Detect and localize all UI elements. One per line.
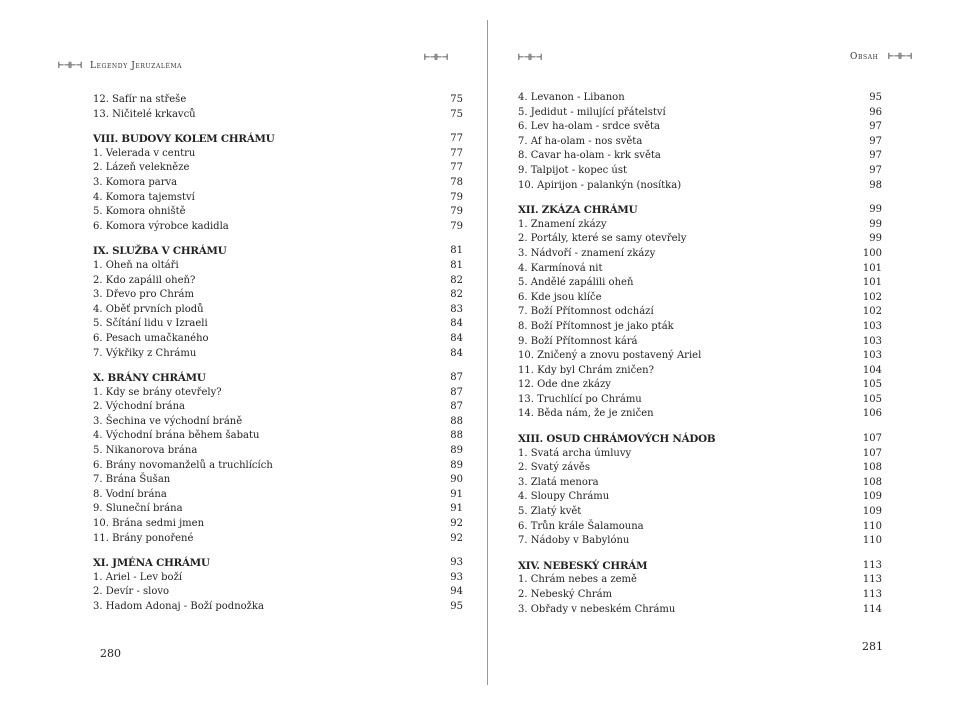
- toc-entry-page: 94: [450, 586, 463, 598]
- toc-entry-title: 7. Af ha-olam - nos světa: [518, 135, 643, 147]
- toc-entry-title: 2. Východní brána: [93, 401, 186, 413]
- section-spacer: [93, 122, 463, 132]
- page-number-left: 280: [100, 647, 121, 660]
- toc-entry-page: 75: [450, 94, 463, 105]
- toc-entry[interactable]: [93, 571, 463, 586]
- header-ornament-inner-left: ⊢⊣⊢⊣: [424, 52, 449, 63]
- toc-entry-title: XIII. OSUD CHRÁMOVÝCH NÁDOB: [518, 433, 716, 446]
- toc-entry-title: 1. Ariel - Lev boží: [93, 571, 183, 583]
- toc-entry[interactable]: [518, 179, 882, 194]
- toc-entry-page: 99: [869, 218, 882, 230]
- toc-entry-title: 3. Nádvoří - znamení zkázy: [518, 247, 656, 259]
- toc-entry-title: 1. Velerada v centru: [93, 147, 196, 159]
- toc-entry-title: 10. Brána sedmi jmen: [93, 518, 205, 530]
- toc-entry[interactable]: [93, 220, 463, 235]
- toc-entry[interactable]: [93, 288, 463, 303]
- toc-entry-page: 113: [862, 574, 882, 586]
- toc-entry[interactable]: [518, 588, 882, 603]
- toc-entry-title: 12. Safír na střeše: [93, 94, 187, 105]
- toc-section-heading[interactable]: [93, 244, 463, 259]
- toc-entry[interactable]: [518, 135, 882, 150]
- toc-entry-page: 103: [862, 320, 882, 332]
- toc-entry[interactable]: [93, 274, 463, 289]
- toc-entry[interactable]: [518, 349, 882, 364]
- toc-entry-title: 5. Zlatý květ: [518, 506, 582, 518]
- toc-entry-page: 107: [862, 447, 882, 459]
- toc-entry-title: 1. Znamení zkázy: [518, 218, 607, 230]
- toc-entry[interactable]: [93, 429, 463, 444]
- toc-entry[interactable]: [518, 534, 882, 549]
- toc-entry-page: 84: [450, 332, 463, 344]
- toc-entry-title: 11. Kdy byl Chrám zničen?: [518, 364, 654, 376]
- toc-entry-title: 4. Oběť prvních plodů: [93, 303, 204, 315]
- toc-entry[interactable]: [93, 161, 463, 176]
- toc-entry-page: 105: [862, 379, 882, 391]
- toc-entry-page: 77: [450, 162, 463, 174]
- toc-entry-title: 10. Zničený a znovu postavený Ariel: [518, 350, 702, 362]
- page-number-right: 281: [862, 640, 883, 653]
- running-header-right: Obsah: [850, 52, 879, 62]
- toc-entry-page: 98: [869, 179, 882, 191]
- toc-entry[interactable]: [93, 191, 463, 206]
- toc-entry-title: 2. Lázeň velekněze: [93, 162, 190, 174]
- toc-entry[interactable]: [518, 378, 882, 393]
- toc-entry-page: 114: [862, 603, 882, 615]
- toc-entry-title: 4. Karmínová nit: [518, 262, 603, 274]
- toc-entry-page: 87: [450, 372, 463, 384]
- toc-entry-page: 100: [862, 247, 882, 259]
- toc-entry-title: 7. Boží Přítomnost odchází: [518, 306, 654, 318]
- toc-entry[interactable]: [518, 218, 882, 233]
- toc-entry-page: 97: [869, 164, 882, 176]
- toc-entry-page: 104: [862, 364, 882, 376]
- toc-entry[interactable]: [93, 400, 463, 415]
- toc-entry-page: 106: [862, 408, 882, 420]
- toc-entry-title: 9. Boží Přítomnost kárá: [518, 335, 638, 347]
- toc-entry-page: 87: [450, 401, 463, 413]
- toc-entry-title: 4. Levanon - Libanon: [518, 92, 625, 103]
- toc-entry-title: 9. Talpijot - kopec úst: [518, 164, 628, 176]
- toc-entry[interactable]: [93, 93, 463, 108]
- toc-entry[interactable]: [518, 505, 882, 520]
- toc-entry-page: 109: [862, 506, 882, 518]
- right-page: [490, 0, 960, 702]
- toc-entry[interactable]: [518, 603, 882, 618]
- toc-entry-page: 99: [869, 233, 882, 245]
- toc-entry[interactable]: [518, 106, 882, 121]
- toc-entry-title: 3. Šechina ve východní bráně: [93, 415, 243, 427]
- toc-entry[interactable]: [93, 415, 463, 430]
- toc-entry-page: 81: [450, 259, 463, 271]
- toc-entry-page: 101: [862, 262, 882, 274]
- toc-entry-page: 77: [450, 147, 463, 159]
- toc-entry[interactable]: [518, 573, 882, 588]
- toc-entry-page: 97: [869, 121, 882, 133]
- toc-entry-page: 93: [450, 571, 463, 583]
- toc-entry-page: 91: [450, 488, 463, 500]
- toc-entry-title: 2. Nebeský Chrám: [518, 589, 613, 600]
- toc-entry[interactable]: [518, 335, 882, 350]
- toc-entry-title: 9. Sluneční brána: [93, 503, 183, 515]
- toc-entry-title: 2. Kdo zapálil oheň?: [93, 274, 196, 286]
- running-header-left: Legendy Jeruzaléma: [90, 61, 183, 71]
- toc-entry[interactable]: [93, 147, 463, 162]
- toc-entry-title: 2. Svatý závěs: [518, 462, 590, 474]
- header-ornament-left: ⊢⊣⊢⊣: [58, 60, 83, 71]
- toc-entry-page: 96: [869, 106, 882, 118]
- toc-entry-title: 13. Truchlící po Chrámu: [518, 393, 642, 405]
- toc-section-heading[interactable]: [93, 371, 463, 386]
- toc-entry[interactable]: [93, 459, 463, 474]
- toc-entry-page: 97: [869, 150, 882, 162]
- toc-entry-page: 84: [450, 318, 463, 330]
- toc-entry-title: 6. Komora výrobce kadidla: [93, 220, 229, 232]
- toc-entry-title: 5. Jedidut - milující přátelství: [518, 106, 666, 118]
- toc-entry[interactable]: [518, 305, 882, 320]
- toc-entry[interactable]: [518, 320, 882, 335]
- toc-entry-page: 79: [450, 220, 463, 232]
- section-spacer: [93, 234, 463, 244]
- toc-entry-title: 11. Brány ponořené: [93, 532, 194, 544]
- toc-entry-page: 75: [450, 108, 463, 120]
- toc-entry-title: 1. Svatá archa úmluvy: [518, 447, 632, 459]
- toc-entry[interactable]: [518, 164, 882, 179]
- toc-entry-title: 7. Brána Šušan: [93, 474, 171, 486]
- toc-entry-page: 89: [450, 459, 463, 471]
- toc-entry[interactable]: [93, 332, 463, 347]
- toc-entry[interactable]: [93, 386, 463, 401]
- toc-entry-page: 87: [450, 386, 463, 398]
- header-ornament-inner-right: ⊢⊣⊢⊣: [518, 52, 543, 63]
- toc-entry-page: 88: [450, 430, 463, 442]
- toc-entry-title: 3. Dřevo pro Chrám: [93, 289, 194, 301]
- toc-entry-page: 92: [450, 518, 463, 530]
- toc-entry-title: 1. Oheň na oltáři: [93, 259, 179, 271]
- toc-section-heading[interactable]: [93, 556, 463, 571]
- toc-entry-page: 81: [450, 245, 463, 257]
- toc-section-heading[interactable]: [518, 432, 882, 447]
- toc-entry-page: 82: [450, 289, 463, 301]
- toc-entry-title: 5. Sčítání lidu v Izraeli: [93, 318, 208, 330]
- toc-entry-page: 109: [862, 491, 882, 503]
- toc-entry-title: 3. Komora parva: [93, 176, 178, 188]
- toc-entry-page: 99: [869, 204, 882, 216]
- toc-entry[interactable]: [93, 303, 463, 318]
- toc-section-heading[interactable]: [518, 203, 882, 218]
- toc-entry-title: 5. Andělé zapálili oheň: [518, 277, 634, 289]
- toc-entry[interactable]: [518, 149, 882, 164]
- toc-list-left: [93, 93, 463, 615]
- toc-entry-title: 8. Vodní brána: [93, 488, 167, 500]
- toc-entry[interactable]: [93, 317, 463, 332]
- toc-entry-title: 7. Nádoby v Babylónu: [518, 535, 630, 547]
- toc-entry[interactable]: [518, 364, 882, 379]
- toc-entry-page: 88: [450, 415, 463, 427]
- toc-entry[interactable]: [518, 91, 882, 106]
- section-spacer: [518, 193, 882, 203]
- toc-entry[interactable]: [518, 476, 882, 491]
- book-gutter: [487, 20, 488, 685]
- header-ornament-right: ⊢⊣⊢⊣: [888, 51, 913, 62]
- toc-entry-page: 103: [862, 350, 882, 362]
- toc-entry-title: 2. Devír - slovo: [93, 586, 170, 598]
- toc-entry-title: 7. Výkřiky z Chrámu: [93, 347, 197, 359]
- toc-entry-title: IX. SLUŽBA V CHRÁMU: [93, 245, 227, 258]
- toc-entry[interactable]: [518, 393, 882, 408]
- toc-entry-page: 93: [450, 557, 463, 569]
- toc-entry-page: 113: [862, 589, 882, 600]
- toc-entry[interactable]: [518, 490, 882, 505]
- section-spacer: [93, 361, 463, 371]
- toc-entry-title: 6. Lev ha-olam - srdce světa: [518, 121, 660, 133]
- toc-entry-page: 89: [450, 445, 463, 457]
- toc-entry-title: 1. Kdy se brány otevřely?: [93, 386, 222, 398]
- toc-entry-title: 6. Trůn krále Šalamouna: [518, 520, 644, 532]
- toc-entry-title: 4. Komora tajemství: [93, 191, 195, 203]
- toc-entry-title: 3. Obřady v nebeském Chrámu: [518, 603, 676, 615]
- toc-entry-page: 102: [862, 306, 882, 318]
- toc-entry-page: 110: [862, 520, 882, 532]
- toc-entry[interactable]: [518, 262, 882, 277]
- toc-entry-title: 2. Portály, které se samy otevřely: [518, 233, 687, 245]
- toc-entry[interactable]: [93, 517, 463, 532]
- toc-entry-page: 97: [869, 135, 882, 147]
- toc-entry-title: 3. Zlatá menora: [518, 476, 599, 488]
- toc-entry-title: 13. Ničitelé krkavců: [93, 108, 196, 120]
- toc-list-right: [518, 91, 882, 617]
- toc-entry-title: 14. Běda nám, že je zničen: [518, 408, 654, 420]
- section-spacer: [518, 422, 882, 432]
- toc-entry-page: 92: [450, 532, 463, 544]
- section-spacer: [93, 546, 463, 556]
- toc-entry[interactable]: [93, 585, 463, 600]
- toc-entry-title: XIV. NEBESKÝ CHRÁM: [518, 559, 648, 572]
- toc-entry-page: 108: [862, 476, 882, 488]
- toc-entry-title: 8. Boží Přítomnost je jako pták: [518, 320, 674, 332]
- toc-entry-title: X. BRÁNY CHRÁMU: [93, 372, 206, 385]
- toc-entry-title: XII. ZKÁZA CHRÁMU: [518, 204, 638, 217]
- toc-entry[interactable]: [93, 532, 463, 547]
- section-spacer: [518, 549, 882, 559]
- toc-entry[interactable]: [93, 444, 463, 459]
- toc-section-heading[interactable]: [93, 132, 463, 147]
- toc-entry-page: 82: [450, 274, 463, 286]
- toc-entry-title: 1. Chrám nebes a země: [518, 574, 637, 586]
- toc-entry-page: 91: [450, 503, 463, 515]
- toc-entry-title: 4. Východní brána během šabatu: [93, 430, 260, 442]
- toc-entry[interactable]: [93, 108, 463, 123]
- toc-entry-title: 6. Kde jsou klíče: [518, 291, 602, 303]
- toc-entry-page: 102: [862, 291, 882, 303]
- toc-entry-page: 110: [862, 535, 882, 547]
- toc-entry-title: 4. Sloupy Chrámu: [518, 491, 610, 503]
- toc-entry[interactable]: [93, 488, 463, 503]
- toc-entry[interactable]: [518, 232, 882, 247]
- toc-entry-page: 108: [862, 462, 882, 474]
- toc-entry-page: 103: [862, 335, 882, 347]
- toc-entry[interactable]: [518, 520, 882, 535]
- toc-entry-title: 5. Komora ohniště: [93, 206, 186, 218]
- toc-entry[interactable]: [93, 502, 463, 517]
- toc-entry[interactable]: [518, 291, 882, 306]
- toc-entry-page: 101: [862, 277, 882, 289]
- toc-entry-page: 79: [450, 191, 463, 203]
- toc-entry-title: 12. Ode dne zkázy: [518, 379, 611, 391]
- toc-entry[interactable]: [518, 247, 882, 262]
- toc-entry-page: 90: [450, 474, 463, 486]
- toc-entry-page: 78: [450, 176, 463, 188]
- toc-entry-title: 6. Brány novomanželů a truchlících: [93, 459, 273, 471]
- toc-entry-title: 8. Cavar ha-olam - krk světa: [518, 150, 661, 162]
- toc-entry-title: 3. Hadom Adonaj - Boží podnožka: [93, 601, 264, 612]
- toc-entry-page: 77: [450, 133, 463, 145]
- toc-entry-title: 10. Apirijon - palankýn (nosítka): [518, 179, 682, 191]
- toc-entry-page: 105: [862, 393, 882, 405]
- toc-entry[interactable]: [518, 407, 882, 422]
- toc-entry[interactable]: [518, 120, 882, 135]
- toc-entry[interactable]: [93, 259, 463, 274]
- toc-entry-page: 84: [450, 347, 463, 359]
- toc-entry-title: XI. JMÉNA CHRÁMU: [93, 557, 210, 570]
- toc-entry[interactable]: [93, 176, 463, 191]
- toc-entry-title: 6. Pesach umačkaného: [93, 332, 209, 344]
- toc-entry-title: VIII. BUDOVY KOLEM CHRÁMU: [93, 133, 275, 146]
- toc-entry-page: 95: [450, 601, 463, 612]
- toc-entry-page: 113: [862, 559, 882, 571]
- toc-entry[interactable]: [518, 461, 882, 476]
- toc-entry[interactable]: [93, 347, 463, 362]
- toc-entry[interactable]: [93, 205, 463, 220]
- toc-entry-page: 95: [869, 92, 882, 103]
- toc-entry[interactable]: [518, 447, 882, 462]
- toc-entry-page: 79: [450, 206, 463, 218]
- toc-entry[interactable]: [93, 473, 463, 488]
- toc-entry-page: 83: [450, 303, 463, 315]
- toc-entry[interactable]: [93, 600, 463, 615]
- toc-entry[interactable]: [518, 276, 882, 291]
- toc-entry-page: 107: [862, 433, 882, 445]
- toc-section-heading[interactable]: [518, 559, 882, 574]
- toc-entry-title: 5. Nikanorova brána: [93, 445, 198, 457]
